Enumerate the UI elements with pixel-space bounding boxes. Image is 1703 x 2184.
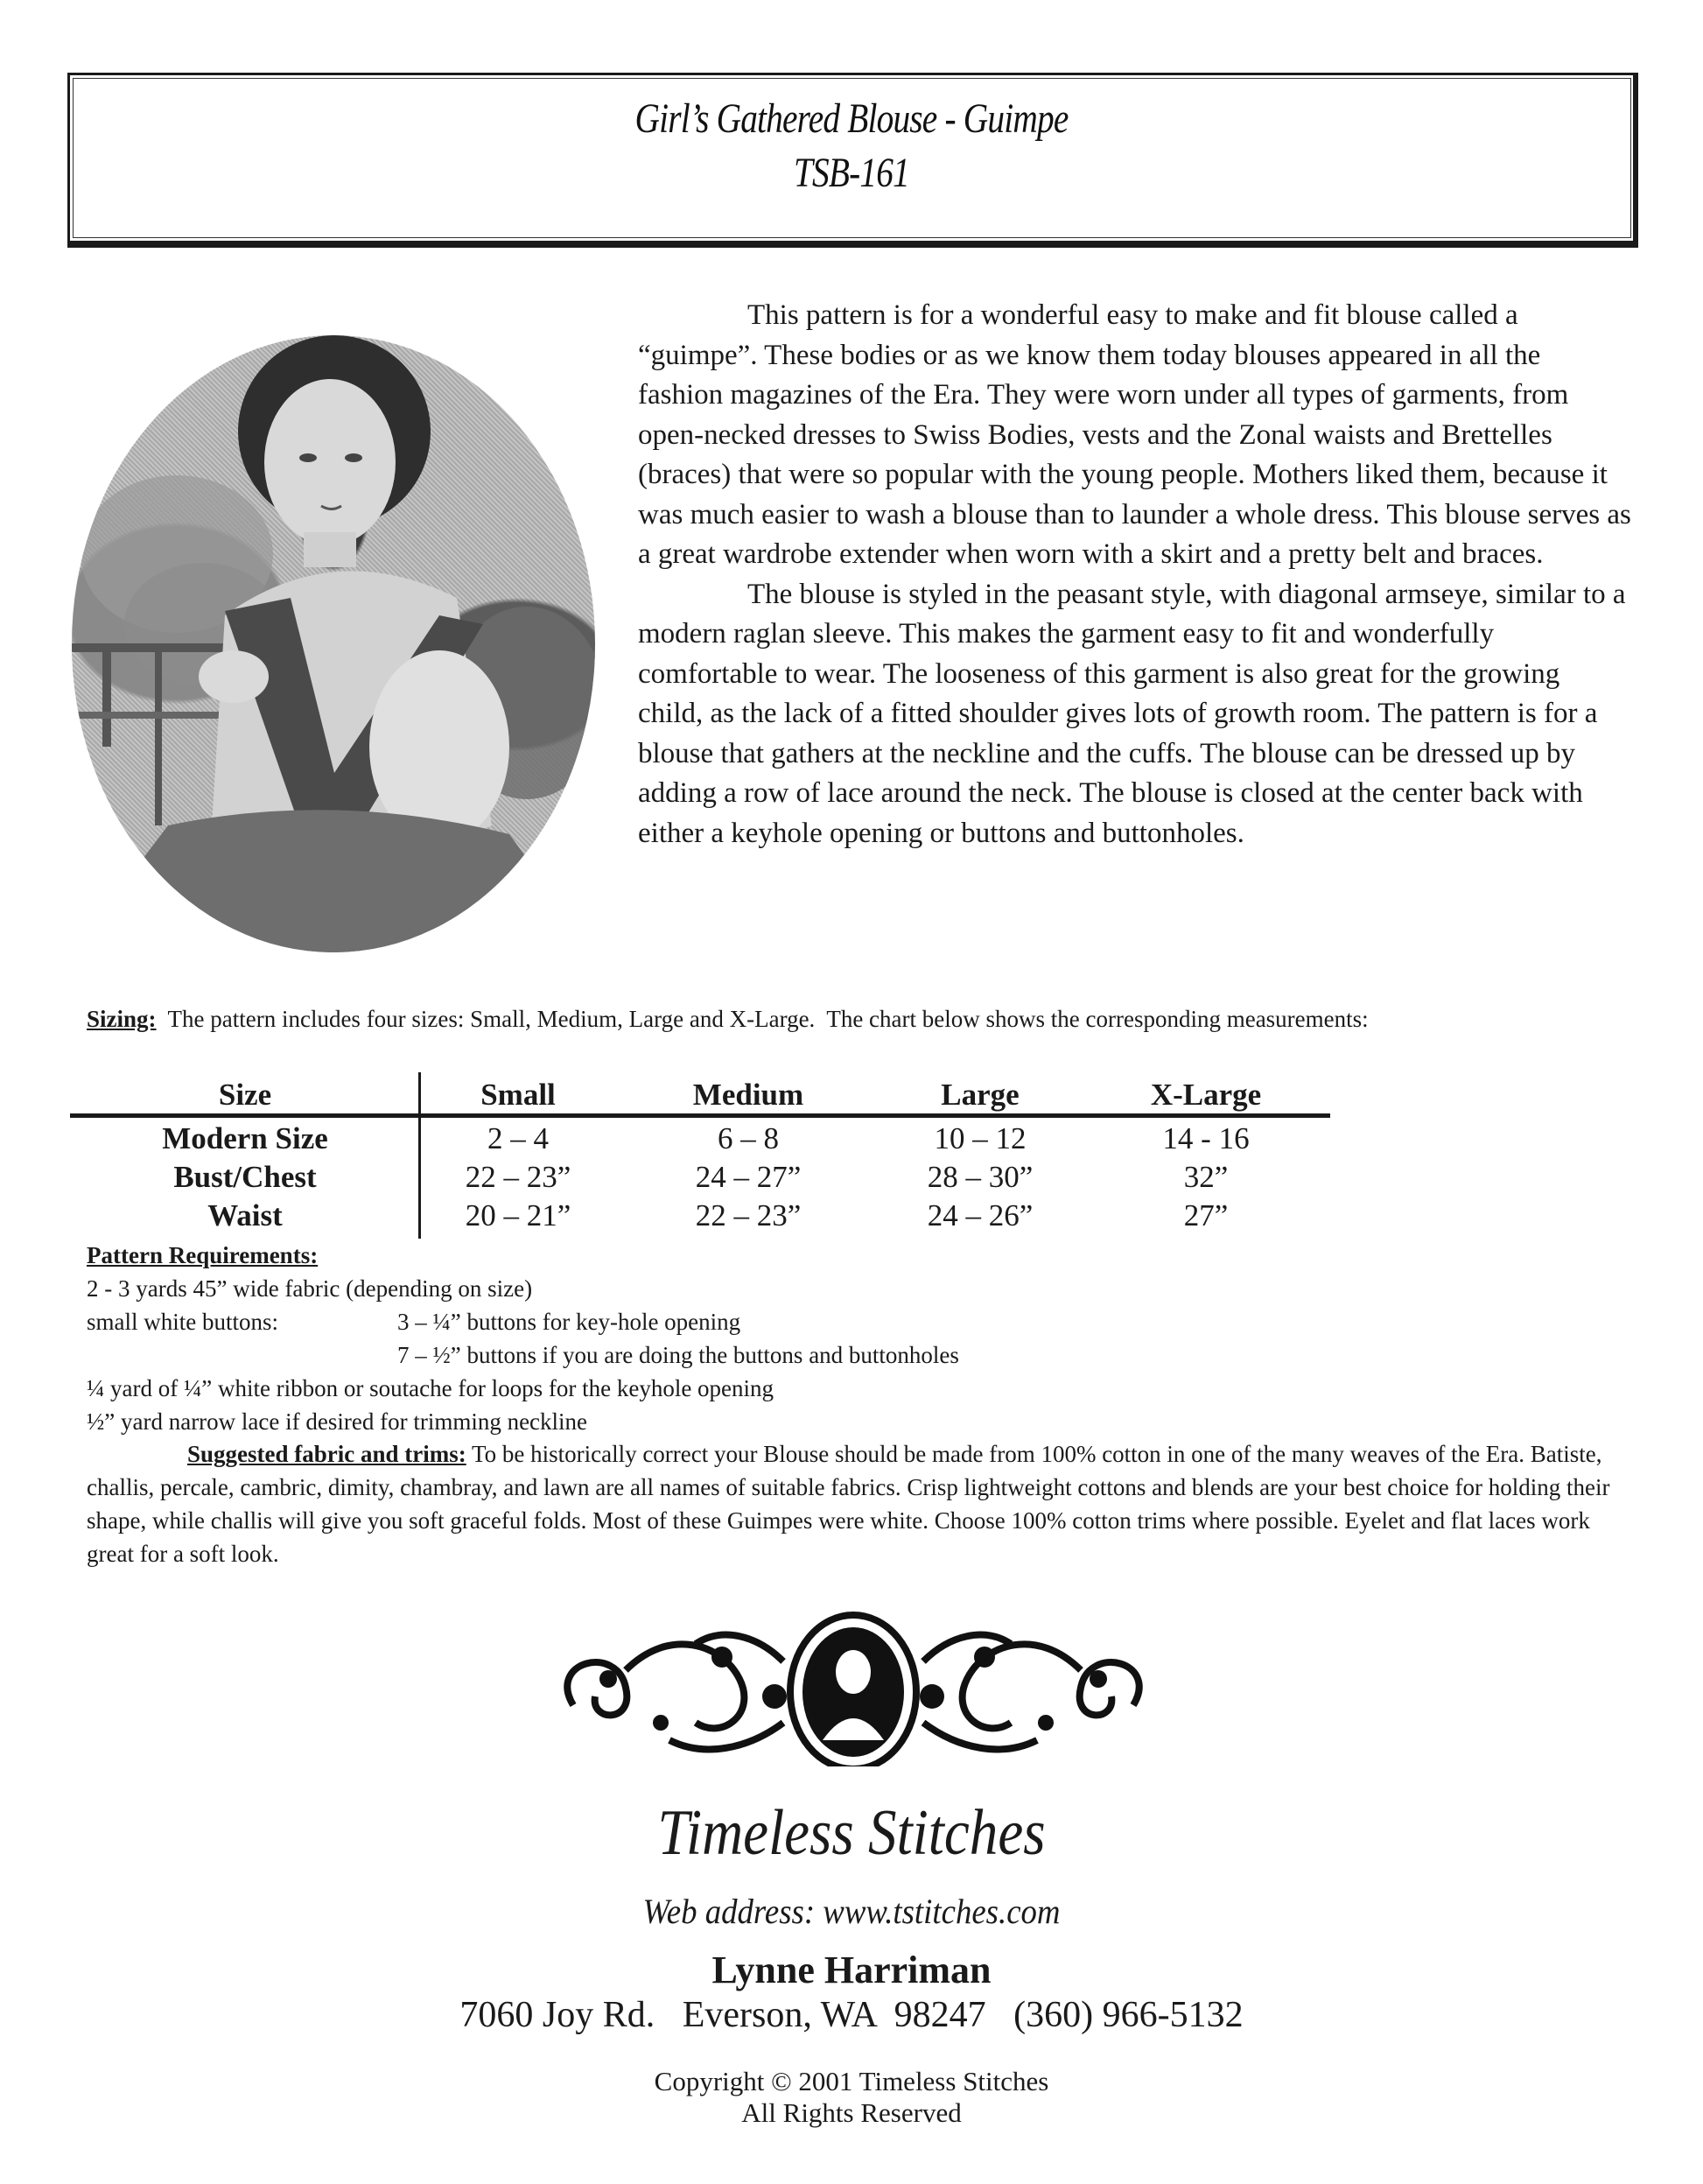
requirement-buttons-buttonholes: 7 – ½” buttons if you are doing the buttons and buttonholes: [397, 1342, 959, 1368]
contact-address: 7060 Joy Rd. Everson, WA 98247 (360) 966-5132: [459, 1995, 1244, 2035]
pattern-code: TSB-161: [793, 150, 910, 196]
cameo-ornament-icon: [521, 1609, 1186, 1766]
table-cell: 22 – 23”: [465, 1160, 571, 1194]
sizing-text: The pattern includes four sizes: Small, Medium, Large and X-Large. The chart below shows the corresponding measurements:: [156, 1006, 1369, 1032]
size-table: [70, 1072, 1330, 1239]
table-row-label: Bust/Chest: [173, 1160, 317, 1194]
table-cell: 24 – 26”: [927, 1198, 1034, 1232]
table-cell: 27”: [1183, 1198, 1229, 1232]
table-cell: 6 – 8: [718, 1121, 779, 1155]
page-title: Girl’s Gathered Blouse - Guimpe: [634, 95, 1069, 142]
table-cell: 22 – 23”: [695, 1198, 802, 1232]
intro-paragraph-1: This pattern is for a wonderful easy to make and fit blouse called a “guimpe”. These bodies or as we know them today blouses appeared in all the fashion magazines of the Era. They were worn under all types of garments, from open-necked dresses to Swiss Bodies, vests and the Zonal waists and Brettelles (braces) that were so popular with the young people. Mothers liked them, because it was much easier to wash a blouse than to launder a whole dress. This blouse serves as a great wardrobe extender when worn with a skirt and a pretty belt and braces.: [638, 299, 1631, 570]
table-header-medium: Medium: [692, 1078, 804, 1112]
table-cell: 20 – 21”: [465, 1198, 571, 1232]
table-cell: 10 – 12: [934, 1121, 1027, 1155]
requirement-lace: ½” yard narrow lace if desired for trimming neckline: [87, 1408, 588, 1435]
requirements-label: Pattern Requirements:: [87, 1242, 319, 1268]
table-row-label: Modern Size: [162, 1121, 328, 1155]
title-box: [67, 73, 1638, 248]
ornament-logo: [521, 1609, 1186, 1766]
table-header-large: Large: [941, 1078, 1020, 1112]
requirement-buttons-label: small white buttons:: [87, 1309, 278, 1335]
intro-paragraph-2: The blouse is styled in the peasant style, with diagonal armseye, similar to a modern raglan sleeve. This makes the garment easy to fit and wonderfully comfortable to wear. The looseness of this garment is also great for the growing child, as the lack of a fitted shoulder gives lots of growth room. The pattern is for a blouse that gathers at the neckline and the cuffs. The blouse can be dressed up by adding a row of lace around the neck. The blouse is closed at the center back with either a keyhole opening or buttons and buttonholes.: [638, 578, 1626, 849]
requirement-fabric: 2 - 3 yards 45” wide fabric (depending on size): [87, 1275, 533, 1302]
portrait-illustration: [72, 335, 595, 952]
requirement-ribbon: ¼ yard of ¼” white ribbon or soutache for loops for the keyhole opening: [87, 1375, 774, 1401]
suggested-text: To be historically correct your Blouse should be made from 100% cotton in one of the many weaves of the Era. Batiste, challis, percale, cambric, dimity, chambray, and lawn are all names of suitable fabrics. Crisp lightweight cottons and blends are your best choice for holding their shape, while challis will give you soft graceful folds. Most of these Guimpes were white. Choose 100% cotton trims where possible. Eyelet and flat laces work great for a soft look.: [87, 1441, 1610, 1567]
table-header-size: Size: [218, 1078, 272, 1112]
intro-text: [638, 296, 1631, 853]
web-address[interactable]: Web address: www.tstitches.com: [642, 1892, 1061, 1931]
brand-name: Timeless Stitches: [657, 1797, 1046, 1869]
suggested-label: Suggested fabric and trims:: [187, 1441, 466, 1467]
suggested-fabric-section: [87, 1437, 1631, 1570]
table-cell: 28 – 30”: [927, 1160, 1034, 1194]
pattern-requirements: [87, 1239, 1399, 1438]
sizing-section: [87, 1007, 1461, 1032]
table-row-label: Waist: [207, 1198, 283, 1232]
table-cell: 32”: [1183, 1160, 1229, 1194]
sizing-label: Sizing:: [87, 1006, 157, 1032]
copyright-line: Copyright © 2001 Timeless Stitches: [654, 2066, 1049, 2096]
owner-name: Lynne Harriman: [711, 1949, 992, 1991]
table-header-small: Small: [480, 1078, 556, 1112]
rights-line: All Rights Reserved: [741, 2097, 962, 2128]
table-cell: 2 – 4: [487, 1121, 549, 1155]
table-header-xlarge: X-Large: [1150, 1078, 1262, 1112]
table-cell: 24 – 27”: [695, 1160, 802, 1194]
table-cell: 14 - 16: [1162, 1121, 1250, 1155]
requirement-buttons-keyhole: 3 – ¼” buttons for key-hole opening: [397, 1309, 741, 1335]
copyright: [0, 2066, 1703, 2129]
portrait-image: [72, 335, 595, 952]
